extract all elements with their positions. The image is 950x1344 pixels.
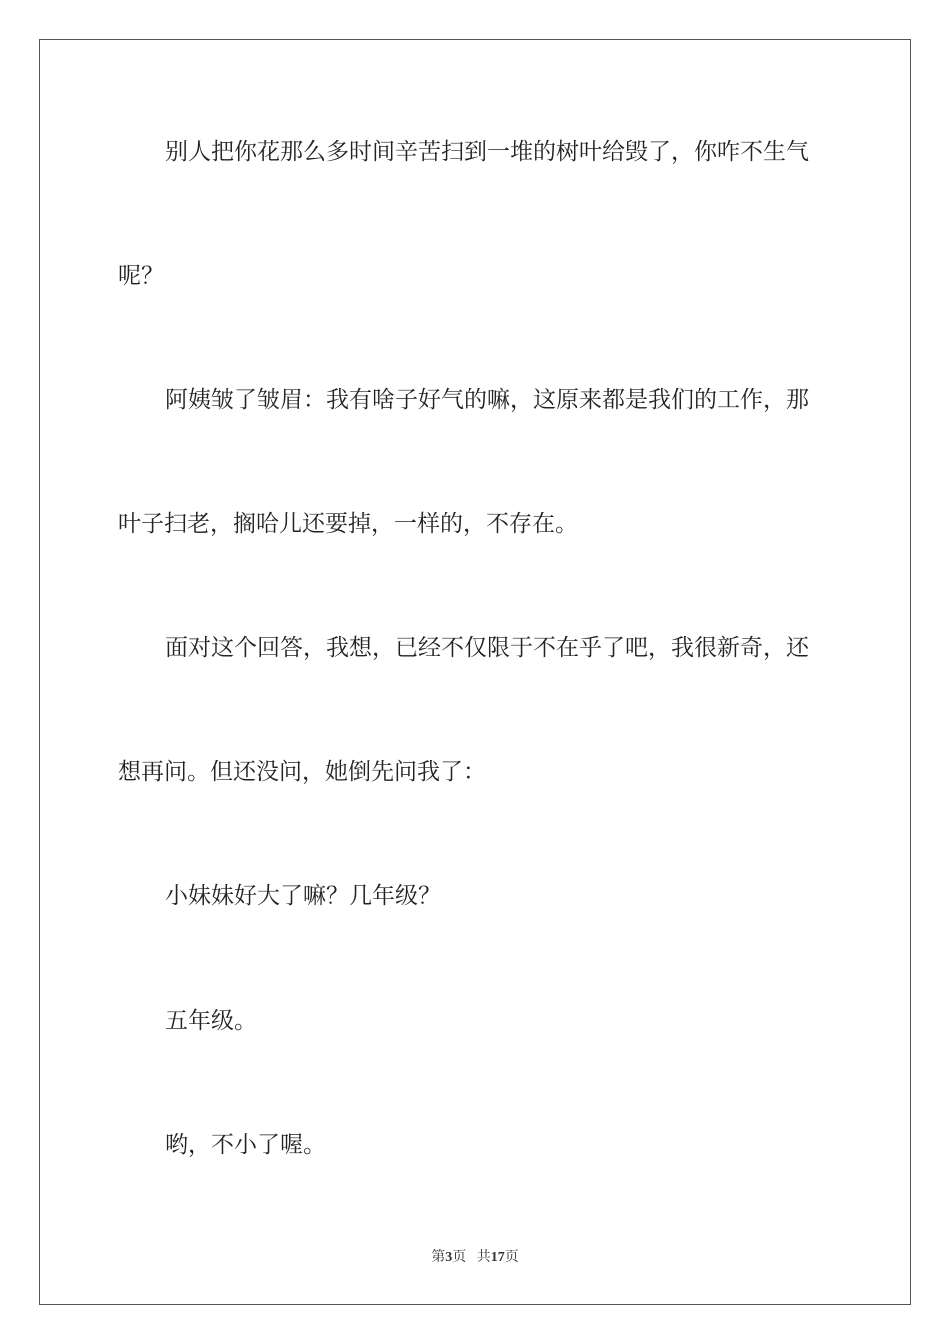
footer-page-prefix: 第 xyxy=(431,1250,446,1265)
paragraph-3-line-2: 想再问。但还没问，她倒先问我了： xyxy=(118,759,486,785)
paragraph-5-line-1: 五年级。 xyxy=(165,1008,257,1034)
footer-page-number: 3 xyxy=(445,1250,453,1265)
paragraph-1-line-1: 别人把你花那么多时间辛苦扫到一堆的树叶给毁了，你咋不生气 xyxy=(165,139,809,165)
footer-total-prefix: 共 xyxy=(476,1250,491,1265)
page-frame xyxy=(39,39,911,1305)
footer-total-pages: 17 xyxy=(490,1250,505,1265)
page-footer xyxy=(0,1246,950,1266)
paragraph-6-line-1: 哟，不小了喔。 xyxy=(165,1132,326,1158)
paragraph-1-line-2: 呢？ xyxy=(118,263,164,289)
paragraph-2-line-2: 叶子扫老，搁哈儿还要掉，一样的，不存在。 xyxy=(118,511,578,537)
footer-page-suffix: 页 xyxy=(452,1250,467,1265)
paragraph-2-line-1: 阿姨皱了皱眉：我有啥子好气的嘛，这原来都是我们的工作，那 xyxy=(165,387,809,413)
paragraph-3-line-1: 面对这个回答，我想，已经不仅限于不在乎了吧，我很新奇，还 xyxy=(165,635,809,661)
footer-total-suffix: 页 xyxy=(504,1250,519,1265)
paragraph-4-line-1: 小妹妹好大了嘛？几年级？ xyxy=(165,883,441,909)
